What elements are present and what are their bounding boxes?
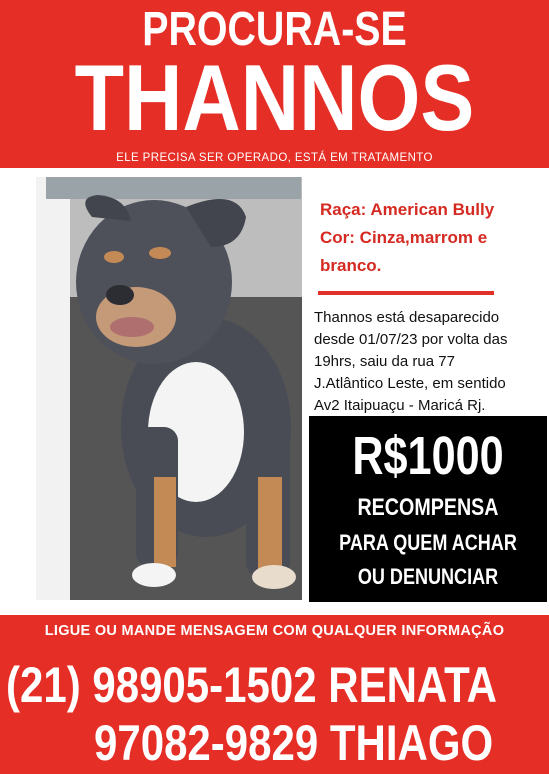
dog-details: [320, 196, 494, 280]
dog-name: THANNOS: [74, 45, 475, 150]
reward-condition-2: OU DENUNCIAR: [357, 564, 499, 589]
description-line: Thannos está desaparecido: [314, 309, 500, 326]
phone-renata[interactable]: (21) 98905-1502 RENATA: [6, 657, 498, 713]
reward-condition-1: PARA QUEM ACHAR: [339, 530, 517, 555]
description-line: Av2 Itaipuaçu - Maricá Rj.: [314, 397, 486, 414]
header-procura: PROCURA-SE: [142, 3, 407, 56]
contact-info: LIGUE OU MANDE MENSAGEM COM QUALQUER INFORMAÇÃO: [44, 623, 505, 639]
description-line: desde 01/07/23 por volta das: [314, 331, 508, 348]
reward-box: [309, 416, 547, 602]
description-line: 19hrs, saiu da rua 77: [314, 353, 455, 370]
contact-banner: [0, 615, 549, 774]
breed-line: Raça: American Bully: [320, 200, 495, 219]
color-line: Cor: Cinza,marrom e: [320, 228, 488, 247]
description-line: J.Atlântico Leste, em sentido: [314, 375, 506, 392]
phone-thiago[interactable]: 97082-9829 THIAGO: [94, 715, 494, 771]
reward-amount: R$1000: [352, 426, 504, 486]
dog-photo: [36, 177, 302, 600]
color-line-2: branco.: [320, 256, 382, 275]
reward-label: RECOMPENSA: [357, 494, 499, 521]
header-banner: [0, 0, 549, 168]
divider: [318, 291, 494, 295]
description: [314, 307, 546, 417]
header-subtitle: ELE PRECISA SER OPERADO, ESTÁ EM TRATAMENTO: [116, 152, 433, 164]
